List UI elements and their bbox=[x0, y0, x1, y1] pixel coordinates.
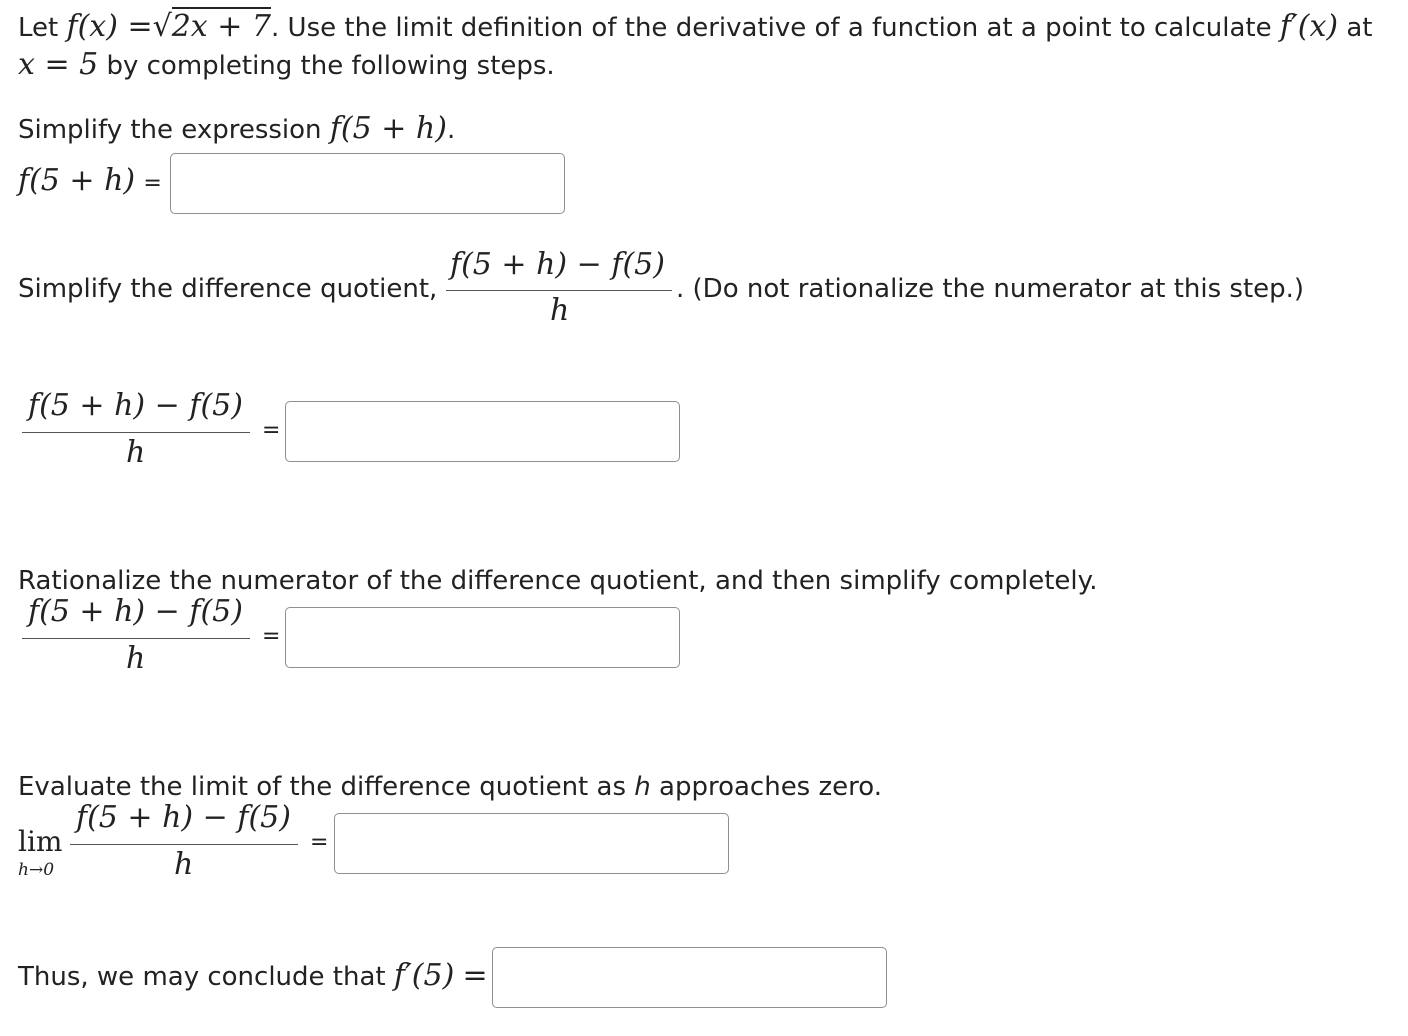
step1-instruction bbox=[18, 111, 456, 146]
step2-lhs-denominator: h bbox=[126, 435, 146, 470]
step1-lhs bbox=[18, 163, 162, 198]
step2-inline-denominator: h bbox=[550, 293, 570, 328]
step3-lhs-fraction-bar bbox=[22, 638, 250, 639]
step4-lim: lim bbox=[18, 825, 63, 858]
problem-line-1 bbox=[18, 9, 1373, 44]
step2-lhs-numerator: f(5 + h) − f(5) bbox=[28, 388, 243, 423]
conclusion-equals: = bbox=[462, 958, 488, 993]
step2-equals: = bbox=[262, 418, 281, 443]
step4-lhs-denominator: h bbox=[174, 847, 194, 882]
answer-input-limit[interactable] bbox=[334, 813, 729, 874]
step4-lim-subscript: h→0 bbox=[18, 860, 55, 880]
f-definition-radicand: 2x + 7 bbox=[171, 9, 272, 44]
step2-lhs-fraction-bar bbox=[22, 432, 250, 433]
step3-lhs-denominator: h bbox=[126, 641, 146, 676]
problem-line-2 bbox=[18, 47, 555, 82]
step4-lhs-fraction-bar bbox=[70, 844, 298, 845]
step1-lhs-expr: f(5 + h) bbox=[18, 163, 136, 198]
step1-period: . bbox=[446, 115, 456, 145]
step2-inline-fraction-bar bbox=[446, 290, 672, 291]
step1-instruction-text: Simplify the expression bbox=[18, 115, 322, 145]
step3-instruction: Rationalize the numerator of the difference quotient, and then simplify completely. bbox=[18, 566, 1098, 596]
step4-instruction-var: h bbox=[634, 772, 651, 802]
fprime-x: f′(x) bbox=[1279, 9, 1339, 44]
x-equals-5: x = 5 bbox=[18, 47, 99, 82]
step4-equals: = bbox=[310, 830, 329, 855]
step2-note: . (Do not rationalize the numerator at this step.) bbox=[676, 274, 1305, 304]
answer-input-f5h[interactable] bbox=[170, 153, 565, 214]
intro-end: by completing the following steps. bbox=[106, 51, 555, 81]
step1-expr: f(5 + h) bbox=[329, 111, 447, 146]
f-definition-lhs: f(x) = bbox=[66, 9, 153, 44]
answer-input-rationalized[interactable] bbox=[285, 607, 680, 668]
conclusion-fprime5: f′(5) bbox=[393, 958, 455, 993]
step4-lhs-numerator: f(5 + h) − f(5) bbox=[76, 800, 291, 835]
step3-lhs-numerator: f(5 + h) − f(5) bbox=[28, 594, 243, 629]
intro-let: Let bbox=[18, 13, 59, 43]
step4-instruction bbox=[18, 772, 882, 803]
step3-equals: = bbox=[262, 624, 281, 649]
step4-instruction-post: approaches zero. bbox=[659, 772, 882, 802]
step4-instruction-pre: Evaluate the limit of the difference quotient as bbox=[18, 772, 626, 802]
answer-input-difference-quotient[interactable] bbox=[285, 401, 680, 462]
intro-at: at bbox=[1346, 13, 1373, 43]
step1-equals: = bbox=[143, 171, 162, 196]
radical-sign: √ bbox=[152, 9, 172, 44]
step2-instruction: Simplify the difference quotient, bbox=[18, 274, 438, 304]
intro-rest: . Use the limit definition of the derivative of a function at a point to calculate bbox=[271, 13, 1272, 43]
conclusion-line bbox=[18, 958, 488, 993]
step2-inline-numerator: f(5 + h) − f(5) bbox=[450, 247, 665, 282]
answer-input-fprime5[interactable] bbox=[492, 947, 887, 1008]
conclusion-text: Thus, we may conclude that bbox=[18, 962, 386, 992]
